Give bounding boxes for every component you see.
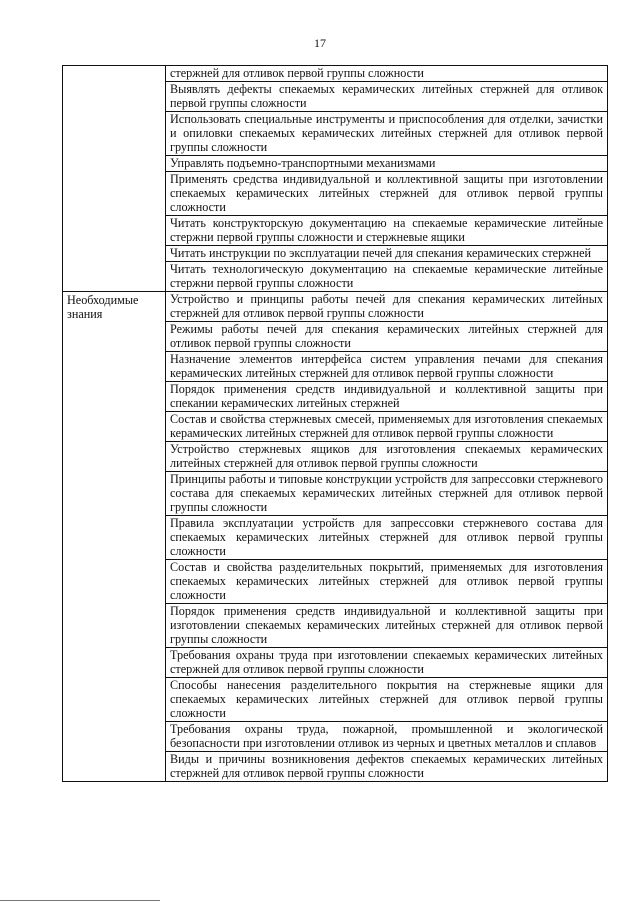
- knowledge-item: Устройство и принципы работы печей для спекания керамических литейных стержней для отливок первой группы сложности: [166, 292, 608, 322]
- competency-table: [62, 65, 608, 782]
- knowledge-item: Режимы работы печей для спекания керамических литейных стержней для отливок первой группы сложности: [166, 322, 608, 352]
- page-number: 17: [314, 36, 326, 50]
- skill-item: Управлять подъемно-транспортными механизмами: [166, 156, 608, 172]
- knowledge-item: Порядок применения средств индивидуальной и коллективной защиты при спекании керамических литейных стержней: [166, 382, 608, 412]
- knowledge-item: Назначение элементов интерфейса систем управления печами для спекания керамических литейных стержней для отливок первой группы сложности: [166, 352, 608, 382]
- skill-item: Использовать специальные инструменты и приспособления для отделки, зачистки и опиловки спекаемых керамических литейных стержней для отливок первой группы сложности: [166, 112, 608, 156]
- knowledge-item: Состав и свойства разделительных покрытий, применяемых для изготовления спекаемых керамических литейных стержней для отливок первой группы сложности: [166, 560, 608, 604]
- knowledge-item: Устройство стержневых ящиков для изготовления спекаемых керамических литейных стержней для отливок первой группы сложности: [166, 442, 608, 472]
- skill-item: Читать конструкторскую документацию на спекаемые керамические литейные стержни первой группы сложности и стержневые ящики: [166, 216, 608, 246]
- table-row: [63, 292, 608, 322]
- knowledge-item: Требования охраны труда, пожарной, промышленной и экологической безопасности при изготовлении отливок из черных и цветных металлов и сплавов: [166, 722, 608, 752]
- skill-item: Применять средства индивидуальной и коллективной защиты при изготовлении спекаемых керамических литейных стержней для отливок первой группы сложности: [166, 172, 608, 216]
- knowledge-item: Состав и свойства стержневых смесей, применяемых для изготовления спекаемых керамических литейных стержней для отливок первой группы сложности: [166, 412, 608, 442]
- skill-item: Читать инструкции по эксплуатации печей для спекания керамических стержней: [166, 246, 608, 262]
- knowledge-item: Виды и причины возникновения дефектов спекаемых керамических литейных стержней для отливок первой группы сложности: [166, 752, 608, 782]
- knowledge-item: Правила эксплуатации устройств для запрессовки стержневого состава для спекаемых керамических литейных стержней для отливок первой группы сложности: [166, 516, 608, 560]
- skill-item: Выявлять дефекты спекаемых керамических литейных стержней для отливок первой группы сложности: [166, 82, 608, 112]
- knowledge-item: Способы нанесения разделительного покрытия на стержневые ящики для спекаемых керамических литейных стержней для отливок первой группы сложности: [166, 678, 608, 722]
- knowledge-item: Принципы работы и типовые конструкции устройств для запрессовки стержневого состава для спекаемых керамических литейных стержней для отливок первой группы сложности: [166, 472, 608, 516]
- knowledge-label: Необходимые знания: [63, 292, 166, 782]
- table-row: [63, 66, 608, 82]
- skill-item: стержней для отливок первой группы сложности: [166, 66, 608, 82]
- footer-divider: [0, 900, 160, 901]
- skill-item: Читать технологическую документацию на спекаемые керамические литейные стержни первой группы сложности: [166, 262, 608, 292]
- skills-label-cell: [63, 66, 166, 292]
- knowledge-item: Порядок применения средств индивидуальной и коллективной защиты при изготовлении спекаемых керамических литейных стержней для отливок первой группы сложности: [166, 604, 608, 648]
- knowledge-item: Требования охраны труда при изготовлении спекаемых керамических литейных стержней для отливок первой группы сложности: [166, 648, 608, 678]
